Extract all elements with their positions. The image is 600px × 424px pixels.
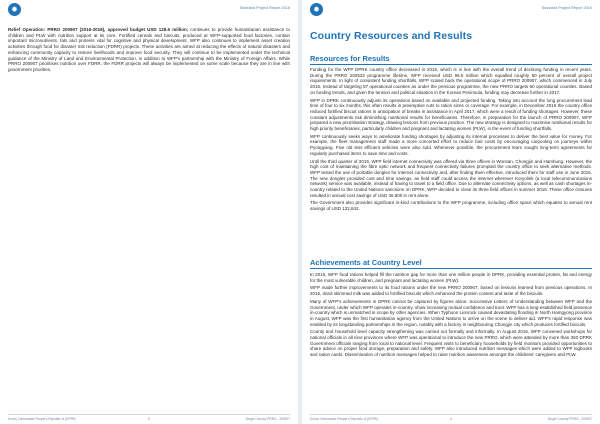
paragraph: Funding for the WFP DPRK country office decreased in 2016, which is in line with the overall trend of declining funding in recent years. During the PRRO 200532 programme lifetime, WFP received USD 96.5 million which equalled roughly 50 percent of overall project requirements. In light of consistent funding shortfalls, WFP scaled back the operational scope of PRRO 200907, which commenced in July 2016. Instead of targeting 87 operational counties as under the previous programme, the new PRRO targets 60 operational counties. Based on funding trends, and given the tension and political situation in the Korean Peninsula, funding may decrease further in 2017. — [310, 67, 592, 95]
section-title-resources: Resources for Results — [310, 54, 390, 63]
paragraph: WFP continuously seeks ways to ameliorate funding shortages by adjusting its internal processes to deliver the best value for money. For example, the fleet management staff made a more concerted effort to reduce fuel costs by encouraging carpooling on journeys within Pyongyang. Five old less efficient vehicles were also sold. Whenever possible, the procurement team sought long-term agreements for regularly purchased items to save time and costs. — [310, 133, 592, 156]
header-title: Standard Project Report 2016 — [541, 6, 592, 10]
paragraph: Until the third quarter of 2016, WFP field internet connectivity was offered via three offices in Wonsan, Chongjin and Hamhung. However, the high cost of maintaining the fibre optic network and frequent connectivity failures prompted the country office to seek alternative methods. WFP tested the use of portable dongles for internet connectivity and, after finding them effective, introduced them for staff use in June 2016. The new dongles provided cost and time savings, as field staff could access the internet wherever Koryolink (a local telecommunications network) service was available, instead of having to travel to a field office. Due to alternate connectivity options, as well as cash shortages in-country related to the United Nations sanctions on DPRK, WFP decided to close its three field offices in summer 2016. These office closures resulted in annual cost savings of USD 36,800 in rent alone. — [310, 158, 592, 198]
header-title: Standard Project Report 2016 — [239, 6, 290, 10]
relief-operation-label: Relief Operation: PRRO 200907 (2016-2018), approved budget USD 128.6 million; — [8, 27, 189, 32]
page-header — [310, 3, 592, 17]
paragraph: County and household level capacity strengthening was carried out formally and informally. In August 2016, WFP convened workshops for national officials in all nine provinces where WFP was operational to introduce the new PRRO, which were attended by more than 350 DPRK Government officials ranging from local to national level. Frequent visits to beneficiary households by field monitors provided opportunities to share advice on proper food storage, preparation and safety. WFP also introduced nutrition messages which were added to WFP logbooks and ration cards. Dissemination of nutrition messages helped to raise nutrition awareness amongst the childrens' caregivers and PLW. — [310, 329, 592, 358]
resources-body — [310, 67, 592, 214]
page-footer — [8, 414, 290, 421]
relief-operation-paragraph — [8, 27, 290, 73]
footer-page-number: 6 — [450, 416, 452, 421]
paragraph: WFP made further improvements to its food rations under the new PRRO 200907, based on lessons learned from previous operations. In 2016, dried skimmed milk was added to fortified biscuits which enhanced the protein content and taste of the biscuits. — [310, 285, 592, 297]
page-footer — [310, 414, 592, 421]
achievements-body — [310, 272, 592, 360]
footer-project: Single Country PRRO - 200907 — [547, 416, 592, 421]
page-title: Country Resources and Results — [310, 30, 473, 42]
section-title-achievements: Achievements at Country Level — [310, 258, 422, 267]
footer-page-number: 5 — [148, 416, 150, 421]
footer-project: Single Country PRRO - 200907 — [245, 416, 290, 421]
right-page — [302, 0, 600, 424]
paragraph: The Government also provides significant in-kind contributions to the WFP programme, including office space which equates to annual rent savings of USD 132,842. — [310, 200, 592, 212]
page-header — [8, 3, 290, 17]
footer-country: Korea, Democratic People's Republic of (DPRK) — [8, 416, 77, 421]
relief-operation-text: continues to provide humanitarian assistance to children and PLW with nutrition support at its core. Fortified cereals and biscuits, produced at WFP-supported food factories, contain important micronutrients, fats and proteins vital for cognitive and physical development. WFP also continues to implement asset creation activities through food for disaster risk reduction (FDRR) projects. These activities are aimed at reducing the effects of natural disasters and enhancing community capacity to restore livelihoods and improve food security. They will continue to be implemented under the technical guidance of the Ministry of Land and Environmental Protection, in addition to WFP's partnership with the Ministry of Foreign Affairs. While PRRO 200907 prioritises nutrition over FDRR, the FDRR projects will always be implemented on some scale because they are in line with government priorities. — [8, 27, 290, 72]
wfp-logo-icon: ✹ — [310, 3, 323, 16]
paragraph: In 2016, WFP food rations helped fill the nutrition gap for more than one million people in DPRK, providing essential protein, fat and energy for the most vulnerable children, and pregnant and lactating women (PLW). — [310, 272, 592, 283]
section-divider — [310, 64, 592, 65]
footer-country: Korea, Democratic People's Republic of (DPRK) — [310, 416, 379, 421]
paragraph: WFP in DPRK continuously adjusts its operations based on available and projected funding. Taking into account the long procurement lead time of four to six months, this often results in preemptive cuts to ration sizes or coverage. For example, in December 2016 the country office reduced fortified biscuit rations in anticipation of breaks in assistance in April 2017, which were a result of funding shortages. However, these constant adjustments risk diminishing nutritional results for beneficiaries. Therefore, in preparation for the launch of PRRO 200907, WFP prepared a new prioritisation strategy, drawing lessons from previous practice. The new strategy is designed to maximise nutritional results for high priority beneficiaries, particularly children and pregnant and lactating women (PLW), in the event of funding shortfalls. — [310, 97, 592, 132]
wfp-logo-icon: ✹ — [8, 3, 21, 16]
paragraph: Many of WFP's achievements in DPRK cannot be captured by figures alone. Successive Letters of Understanding between WFP and the Government, under which WFP operates in-country, show increasing mutual confidence and trust. WFP has a long-established field presence in-country which is unmatched in scope by other agencies. When Typhoon Lionrock caused devastating flooding in North Hamgyong province in August, WFP was the first humanitarian agency from the United Nations to arrive on the scene to deliver aid. WFP's rapid response was enabled by its longstanding partnerships in the region, notably with a factory in neighbouring Chongjin city which produces fortified biscuits. — [310, 298, 592, 327]
section-divider — [310, 268, 592, 269]
left-body — [8, 27, 290, 75]
left-page — [0, 0, 298, 424]
